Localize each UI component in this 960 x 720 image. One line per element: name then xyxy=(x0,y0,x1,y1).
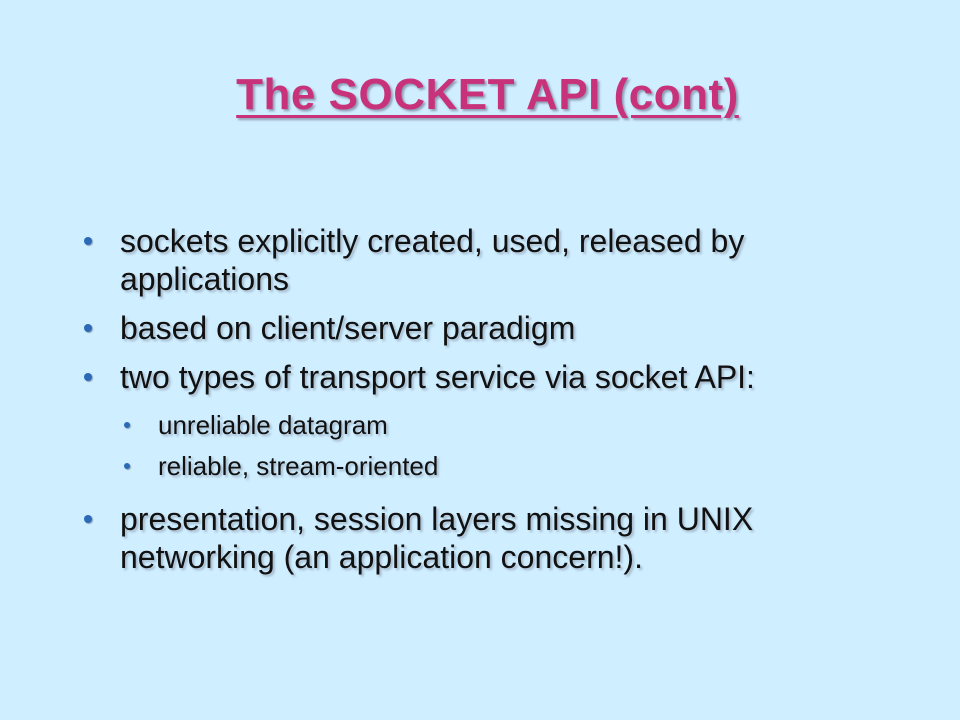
bullet-list xyxy=(80,222,880,587)
bullet-dot-icon xyxy=(84,237,92,245)
bullet-dot-icon xyxy=(124,463,130,469)
bullet-text: based on client/server paradigm xyxy=(120,310,576,346)
bullet-item xyxy=(80,500,880,576)
sub-bullet-item xyxy=(120,450,880,482)
sub-bullet-text: reliable, stream-oriented xyxy=(158,451,439,481)
bullet-text: two types of transport service via socket API: xyxy=(120,359,755,395)
bullet-dot-icon xyxy=(124,422,130,428)
sub-bullet-text: unreliable datagram xyxy=(158,410,388,440)
bullet-dot-icon xyxy=(84,515,92,523)
bullet-dot-icon xyxy=(84,373,92,381)
bullet-dot-icon xyxy=(84,324,92,332)
bullet-text: presentation, session layers missing in UNIX networking (an application concern!). xyxy=(120,501,754,575)
slide-title: The SOCKET API (cont) xyxy=(236,70,739,119)
bullet-text: sockets explicitly created, used, released by applications xyxy=(120,223,745,297)
bullet-item xyxy=(80,309,880,347)
sub-bullet-item xyxy=(120,409,880,441)
bullet-item xyxy=(80,222,880,298)
bullet-item xyxy=(80,358,880,396)
